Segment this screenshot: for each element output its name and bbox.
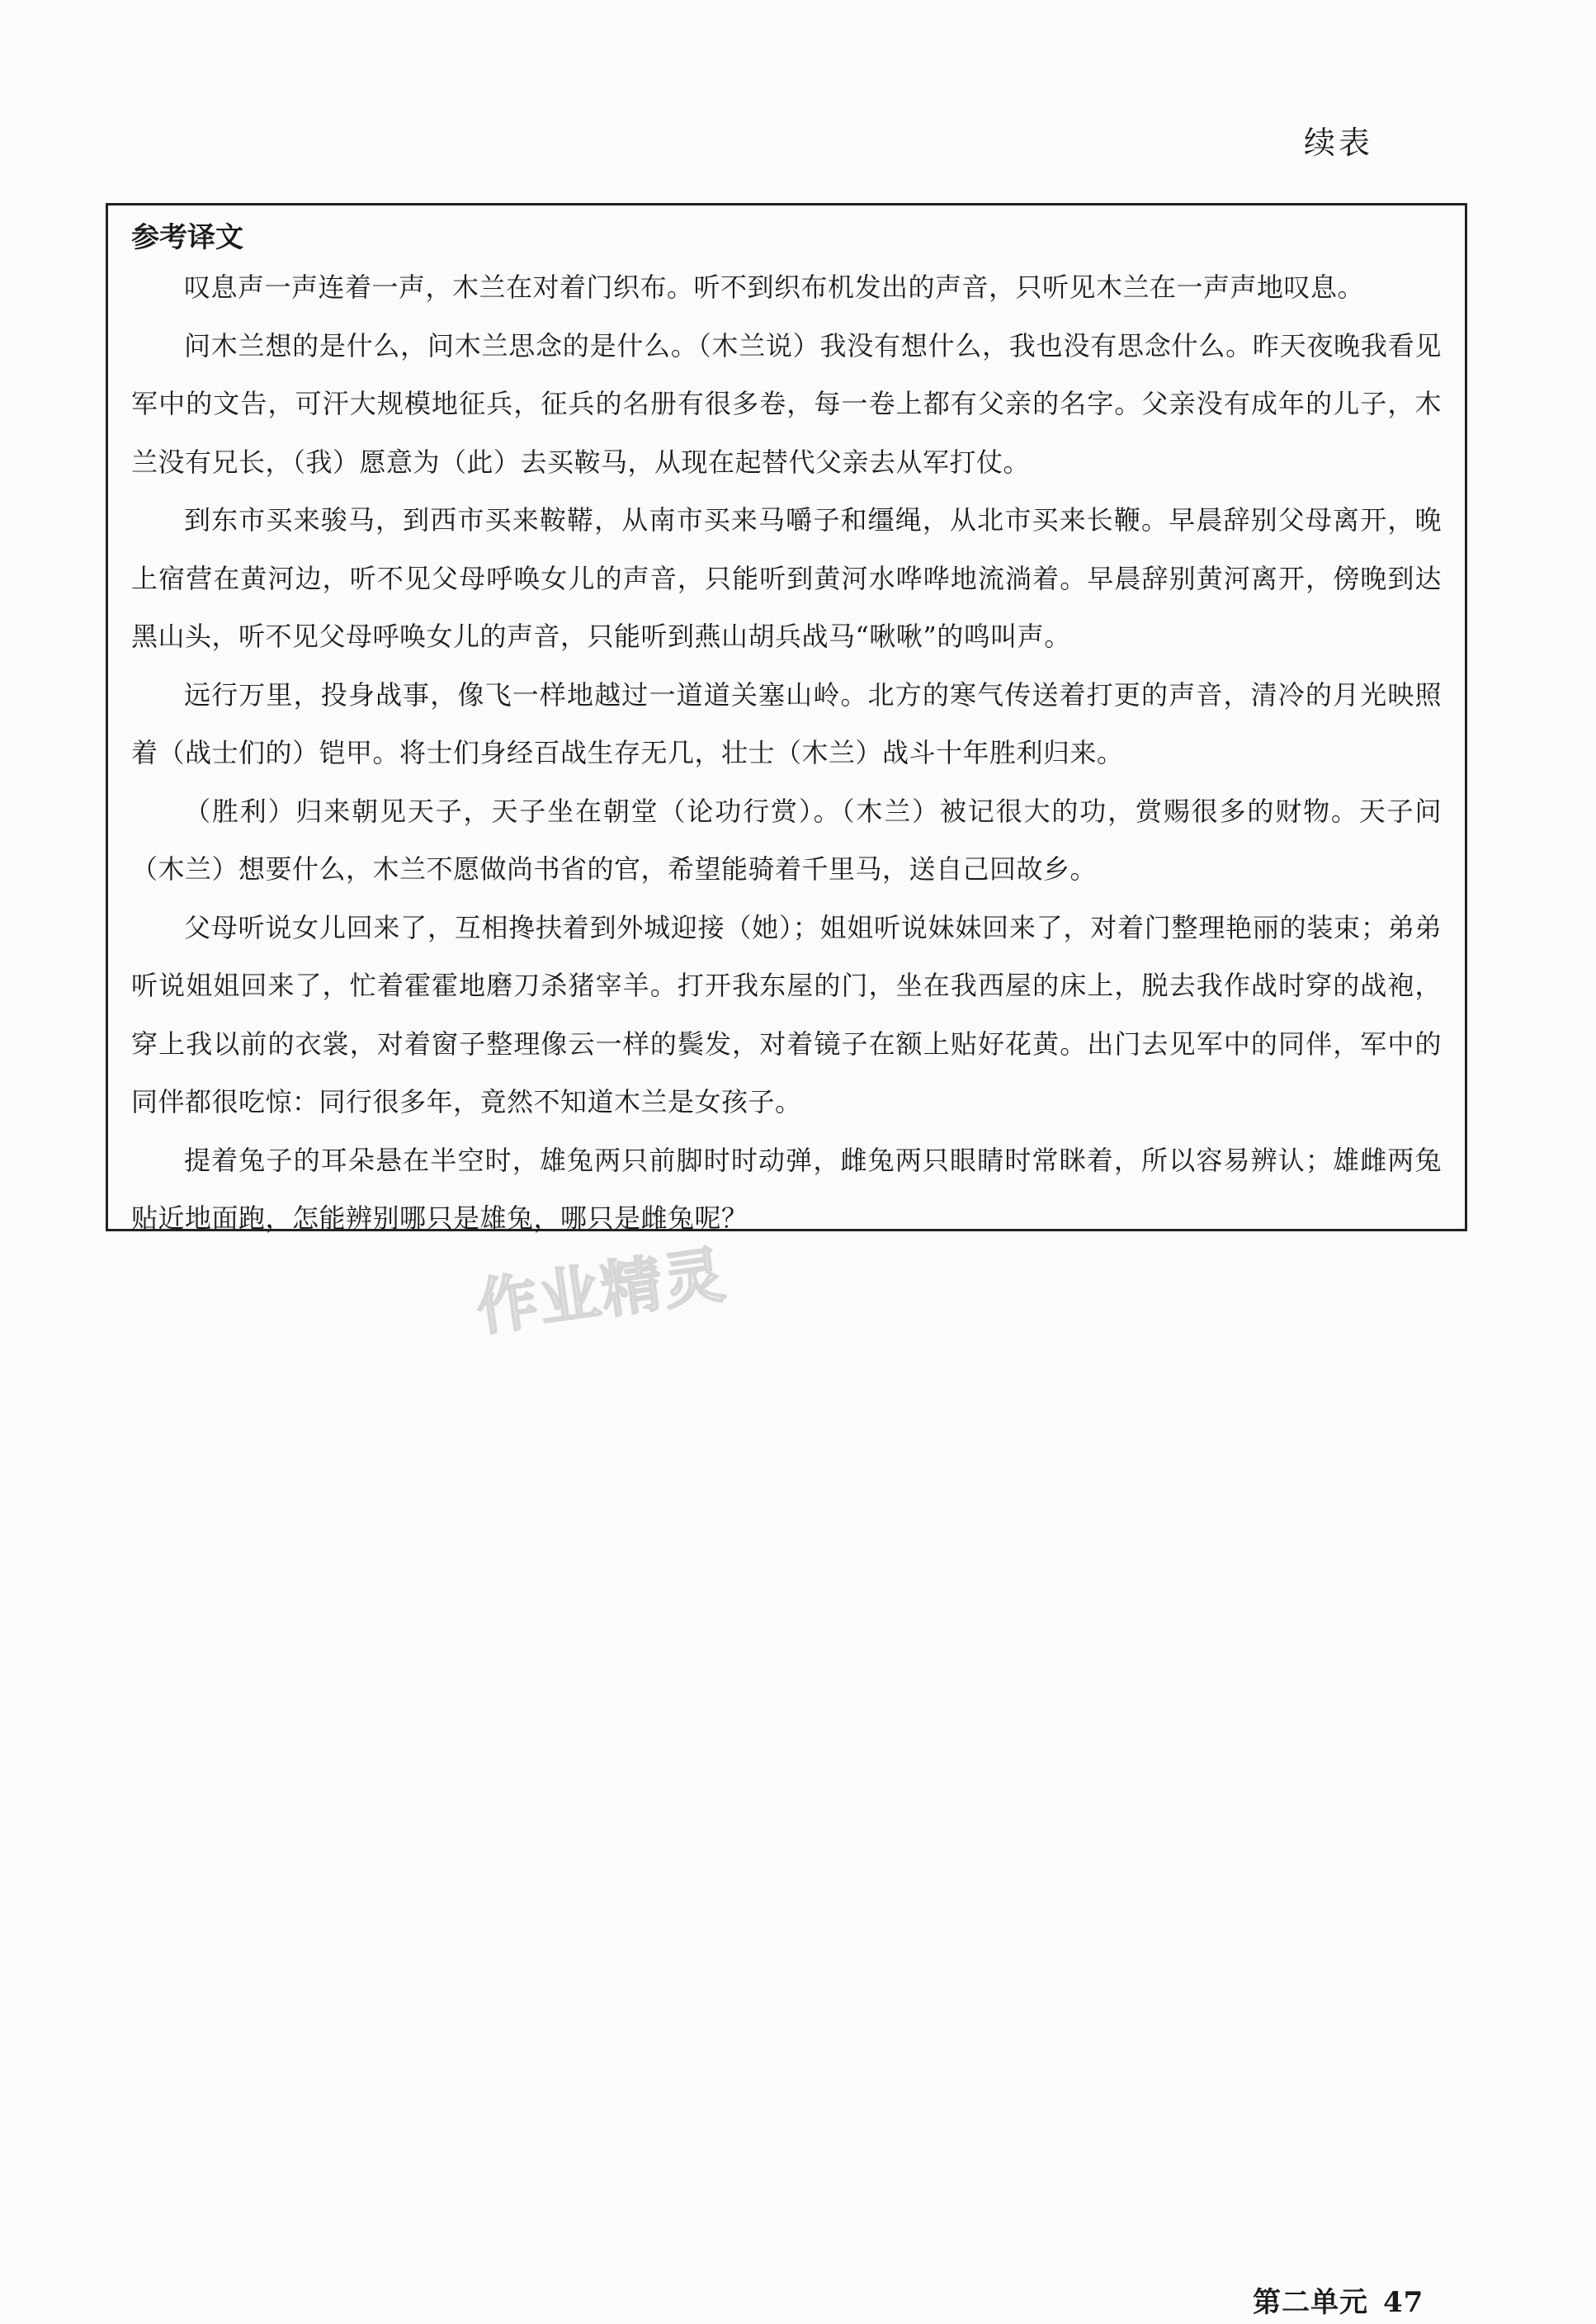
paragraph-5: （胜利）归来朝见天子，天子坐在朝堂（论功行赏）。（木兰）被记很大的功，赏赐很多的财物。天子问（木兰）想要什么，木兰不愿做尚书省的官，希望能骑着千里马，送自己回故乡。 bbox=[131, 795, 1442, 885]
paragraph-7: 提着兔子的耳朵悬在半空时，雄兔两只前脚时时动弹，雌兔两只眼睛时常眯着，所以容易辨认；雄雌两兔贴近地面跑，怎能辨别哪只是雄兔，哪只是雌兔呢？ bbox=[131, 1144, 1442, 1234]
watermark: 作业精灵 bbox=[472, 1239, 731, 1345]
translation-box bbox=[106, 203, 1467, 1234]
continued-label: 续表 bbox=[1304, 125, 1374, 161]
paragraph-1: 叹息声一声连着一声，木兰在对着门织布。听不到织布机发出的声音，只听见木兰在一声声地叹息。 bbox=[184, 272, 1365, 303]
unit-label: 第二单元 bbox=[1253, 2286, 1368, 2319]
paragraph-4: 远行万里，投身战事，像飞一样地越过一道道关塞山岭。北方的寒气传送着打更的声音，清冷的月光映照着（战士们的）铠甲。将士们身经百战生存无几，壮士（木兰）战斗十年胜利归来。 bbox=[131, 678, 1442, 768]
page-footer bbox=[1253, 2279, 1424, 2320]
section-heading: 参考译文 bbox=[131, 221, 243, 254]
paragraph-6: 父母听说女儿回来了，互相搀扶着到外城迎接（她）；姐姐听说妹妹回来了，对着门整理艳丽的装束；弟弟听说姐姐回来了，忙着霍霍地磨刀杀猪宰羊。打开我东屋的门，坐在我西屋的床上，脱去我作战时穿的战袍，穿上我以前的衣裳，对着窗子整理像云一样的鬓发，对着镜子在额上贴好花黄。出门去见军中的同伴，军中的同伴都很吃惊：同行很多年，竟然不知道木兰是女孩子。 bbox=[131, 911, 1442, 1117]
paragraph-3: 到东市买来骏马，到西市买来鞍鞯，从南市买来马嚼子和缰绳，从北市买来长鞭。早晨辞别父母离开，晚上宿营在黄河边，听不见父母呼唤女儿的声音，只能听到黄河水哗哗地流淌着。早晨辞别黄河离开，傍晚到达黑山头，听不见父母呼唤女儿的声音，只能听到燕山胡兵战马“啾啾”的鸣叫声。 bbox=[131, 504, 1442, 652]
page-number: 47 bbox=[1383, 2286, 1424, 2319]
paragraph-2: 问木兰想的是什么，问木兰思念的是什么。（木兰说）我没有想什么，我也没有思念什么。昨天夜晚我看见军中的文告，可汗大规模地征兵，征兵的名册有很多卷，每一卷上都有父亲的名字。父亲没有成年的儿子，木兰没有兄长，（我）愿意为（此）去买鞍马，从现在起替代父亲去从军打仗。 bbox=[131, 329, 1442, 478]
